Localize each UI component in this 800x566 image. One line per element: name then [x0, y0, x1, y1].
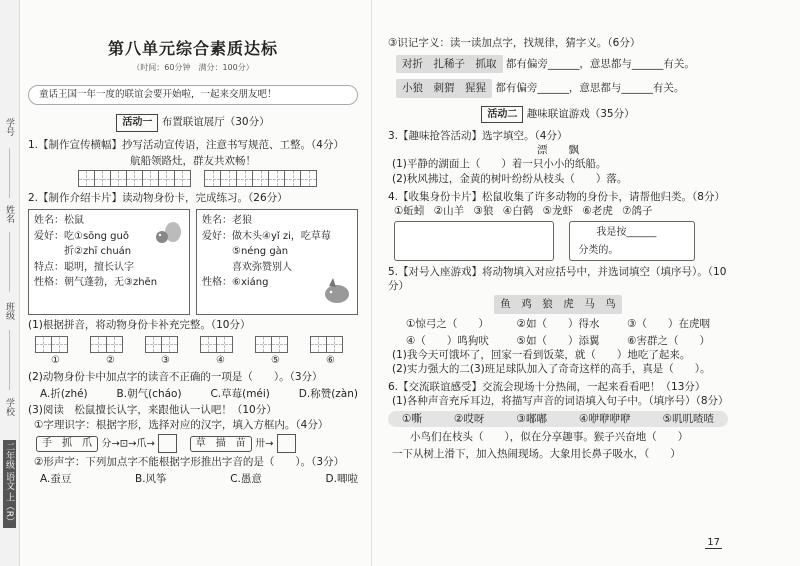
binding-grade: 二年级 语文 上（R） [4, 442, 14, 526]
question-2 [28, 191, 358, 486]
question-4: 4.【收集身份卡片】松鼠收集了许多动物的身份卡，请帮他归类。（8分） ①蚯蚓 ②山羊 ③狼 ④白鹤 ⑤龙虾 ⑥老虎 ⑦鸽子 我是按______ 分类的。 [388, 190, 728, 261]
activity-one-header [28, 114, 358, 132]
q3-choices: 漂 飘 [537, 144, 579, 157]
question-6: 6.【交流联谊感受】交流会现场十分热闹，一起来看看吧！（13分） (1)各种声音充斥耳边，将描写声音的词语填入句子中。（填序号）（8分） ①嘶 ②哎呀 ③嘟嘟 ④咿咿咿咿 ⑤叽叽喳喳 小鸟们在枝头（ ），似在分享趣事。猴子兴奋地（ ） 一下从树上滑下，加入热闹现场。大象用长鼻子吸水，（ ） [388, 381, 729, 460]
binding-label-class: 班级 [4, 302, 14, 320]
q2-sub3b-options: A.蚕豆 B.风筝 C.愚意 D.唧啦 [40, 472, 358, 485]
activity-two-name: 趣味联谊游戏（35分） [526, 107, 635, 120]
q2-sub3a: ①字理识字：根据字形，选择对应的汉字，填入方框内。（4分） [34, 418, 329, 431]
radical-line-2: 小狼 刺猬 猩猩 都有偏旁______，意思都与______有关。 [388, 79, 728, 97]
question-1-head: 1.【制作宣传横幅】抄写活动宣传语，注意书写规范、工整。（4分） [28, 138, 344, 151]
binding-label-id: 学号 [4, 118, 14, 136]
question-2-head: 2.【制作介绍卡片】读动物身份卡，完成练习。（26分） [28, 192, 288, 205]
answer-box-2[interactable] [277, 434, 296, 453]
left-column [28, 36, 358, 486]
right-column [388, 36, 728, 461]
q2-sub1: (1)根据拼音，将动物身份卡补充完整。（10分） [28, 319, 251, 332]
intro-banner: 童话王国一年一度的联谊会要开始啦，一起来交朋友吧！ [28, 85, 358, 105]
q2-sub3c-head: ③识记字义：读一读加点字，找规律，猜字义。（6分） [388, 37, 641, 49]
answer-box-1[interactable] [158, 434, 177, 453]
q2-sub2: (2)动物身份卡中加点字的读音不正确的一项是（ ）。（3分） [28, 371, 323, 384]
activity-one-name: 布置联谊展厅（30分） [161, 116, 270, 129]
binding-label-school: 学校 [4, 398, 14, 416]
activity-two-header [388, 106, 728, 124]
activity-one-tag: 活动一 [116, 114, 158, 132]
wolf-illustration-icon [319, 276, 353, 306]
question-5: 5.【对号入座游戏】将动物填入对应括号中，并选词填空（填序号）。（10分） 鱼 鸡 狼 虎 马 鸟 ①惊弓之（ ） ②如（ ）得水 ③（ ）在虎咽 ④（ ）鸣狗吠 ⑤如（ ）添翼 ⑥害群之（ ） (1)我今天可饿坏了，回家一看到饭菜，就（ ）地吃了起来。 (2)实力强大的二(3)班足球队加入了奇奇这样的高手，真是（ ）。 [388, 266, 727, 376]
q2-sub3b: ②形声字：下列加点字不能根据字形推出字音的是（ ）。（3分） [34, 455, 345, 468]
activity-two-tag: 活动二 [481, 106, 523, 124]
banner-sentence: 航船领路灶，群友共欢畅！ [130, 155, 256, 168]
character-groups: 手 抓 爪 分→⊡→爪→ 草 描 苗 卅→ [28, 434, 358, 453]
binding-margin [0, 0, 20, 566]
q2-sub3: (3)阅读 松鼠擅长认字，来跟他认一认吧！（10分） [28, 404, 277, 417]
squirrel-illustration-icon [151, 220, 183, 250]
exam-meta: （时间：60分钟 满分：100分） [132, 62, 254, 72]
pinyin-box-numbers: ① ② ③ ④ ⑤ ⑥ [51, 354, 335, 366]
sound-words: ①嘶 ②哎呀 ③嘟嘟 ④咿咿咿咿 ⑤叽叽喳喳 [388, 411, 728, 427]
category-box-2[interactable]: 我是按______ 分类的。 [569, 221, 695, 261]
animal-list: ①蚯蚓 ②山羊 ③狼 ④白鹤 ⑤龙虾 ⑥老虎 ⑦鸽子 [394, 204, 653, 217]
idiom-row-1: ①惊弓之（ ） ②如（ ）得水 ③（ ）在虎咽 [406, 317, 710, 330]
question-1 [28, 138, 358, 187]
pinyin-boxes[interactable] [28, 336, 358, 353]
q5-animals: 鱼 鸡 狼 虎 马 鸟 [494, 295, 622, 313]
page-number: 17 [707, 537, 720, 548]
wolf-card: 姓名：老狼 爱好：做木头④yǐ zi，吃草莓 ⑤néng gàn 喜欢弥赞别人 性格：⑥xiáng [196, 209, 358, 315]
binding-label-name: 姓名 [4, 205, 14, 223]
idiom-row-2: ④（ ）鸣狗吠 ⑤如（ ）添翼 ⑥害群之（ ） [406, 334, 710, 347]
writing-grid[interactable] [36, 170, 358, 187]
page-title: 第八单元综合素质达标 [107, 39, 278, 58]
q2-sub2-options: A.折(zhé) B.朝气(cháo) C.草莓(méi) D.称赞(zàn) [40, 388, 358, 401]
radical-line-1: 对折 扎稀子 抓取 都有偏旁______，意思都与______有关。 [388, 55, 728, 73]
squirrel-card: 姓名：松鼠 爱好：吃①sōng guǒ 折②zhī chuán 特点：聪明，擅长认字 性格：朝气蓬勃，无③zhēn [28, 209, 190, 315]
question-3: 3.【趣味抢答活动】选字填空。（4分） 漂 飘 (1)平静的湖面上（ ）着一只小小的纸船。 (2)秋风拂过，金黄的树叶纷纷从枝头（ ）落。 [388, 129, 728, 186]
category-box-1[interactable] [394, 221, 554, 261]
